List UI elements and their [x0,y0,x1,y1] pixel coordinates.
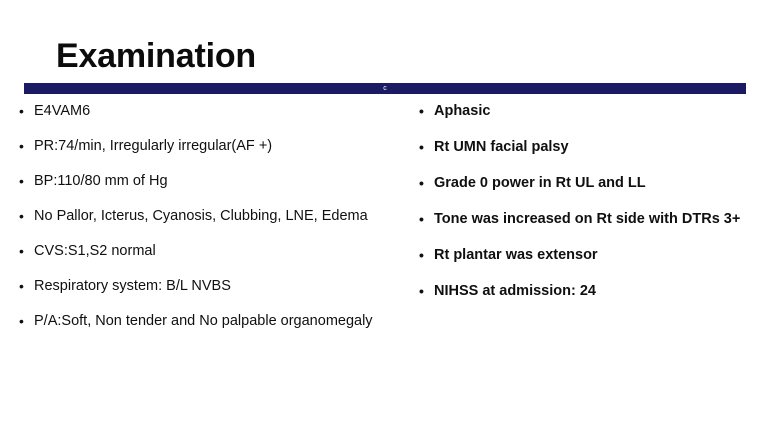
right-bullet-list [414,100,764,303]
list-item: • No Pallor, Icterus, Cyanosis, Clubbing, LNE, Edema [14,205,398,228]
list-item: • Aphasic [414,100,764,123]
title-divider [24,83,746,94]
page-title: Examination [56,37,256,75]
right-column [414,100,764,316]
divider-label: c [383,85,387,92]
list-item: • Tone was increased on Rt side with DTRs 3+ [414,208,764,231]
list-item: • PR:74/min, Irregularly irregular(AF +) [14,135,398,158]
list-item: • Rt plantar was extensor [414,244,764,267]
list-item: • NIHSS at admission: 24 [414,280,764,303]
list-item: • E4VAM6 [14,100,398,123]
left-column [14,100,398,345]
list-item: • CVS:S1,S2 normal [14,240,398,263]
list-item: • Respiratory system: B/L NVBS [14,275,398,298]
list-item: • P/A:Soft, Non tender and No palpable organomegaly [14,310,398,333]
content-columns [0,100,768,420]
left-bullet-list [14,100,398,333]
list-item: • BP:110/80 mm of Hg [14,170,398,193]
list-item: • Rt UMN facial palsy [414,136,764,159]
list-item: • Grade 0 power in Rt UL and LL [414,172,764,195]
